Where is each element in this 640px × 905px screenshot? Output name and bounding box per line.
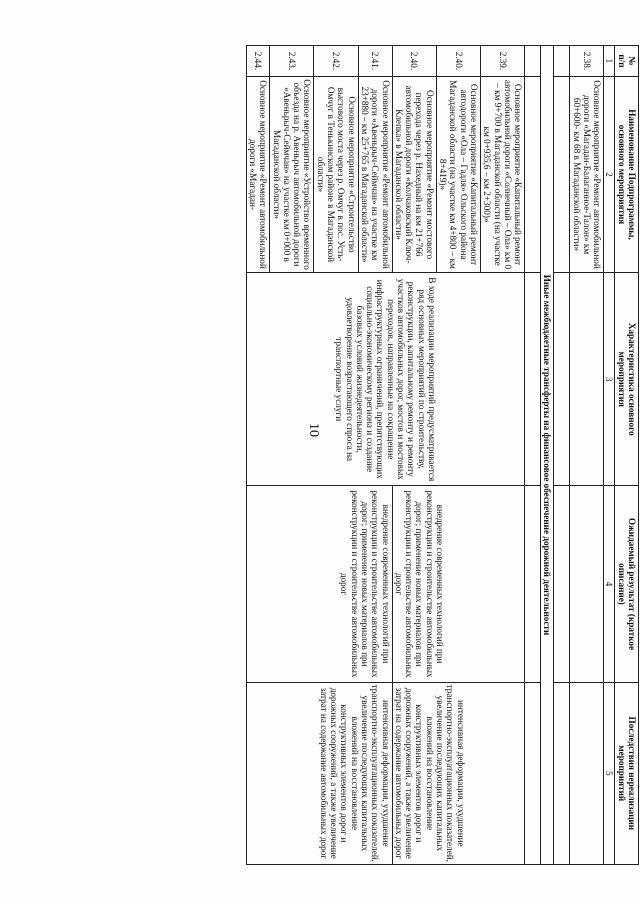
consequences-cell: интенсивная деформация, ухудшение транспортно-эксплуатационных показателей, увеличение последующих капитальных вложений на восстановление конструктивных элементов дорог и дорожных сооружений, а также увеличение затрат на содержание автомобильных дорог [246, 682, 392, 864]
row-name: Основное мероприятие «Устройство временного объезда на р. Авеньрыч автомобильной дороги «Авеньрыч-Сеймчан» на участке км 0+000 в Магаданской области» [270, 76, 314, 272]
row-number: 2.39. [480, 46, 524, 77]
row-number: 2.42. [314, 46, 358, 77]
row-name: Основное мероприятие «Капитальный ремонт автомобильной дороги «Солнечный – Ола» км 0 – км 9+700 в Магаданской области (на участке км 0+935,6 – км 2+300)» [480, 76, 524, 272]
row-number: 2.40. [436, 46, 480, 77]
column-number: 1 [604, 46, 615, 77]
spacer-row [554, 46, 570, 865]
empty-cell [570, 486, 604, 682]
header-result: Ожидаемый результат (краткое описание) [615, 486, 639, 682]
header-consequences: Последствия нереализации мероприятий [615, 682, 639, 864]
row-number: 2.41. [358, 46, 392, 77]
row-name: Основное мероприятие «Ремонт автомобильной дороги «Магадан- [246, 76, 270, 272]
header-num: № п/п [615, 46, 639, 77]
row-number: 2.43. [270, 46, 314, 77]
section-row [541, 46, 554, 865]
empty-cell [570, 682, 604, 864]
header-row [615, 46, 639, 865]
row-name: Основное мероприятие «Ремонт автомобильной дороги «Авеньрыч-Сеймчан» на участке км 23+880 – км 25+765 в Магаданской области» [358, 76, 392, 272]
column-number: 2 [604, 76, 615, 272]
header-name: Наименование Подпрограммы, основного мероприятия [615, 76, 639, 272]
empty-cell [570, 273, 604, 486]
spacer-row [525, 46, 541, 865]
column-number: 4 [604, 486, 615, 682]
consequences-cell: интенсивная деформация, ухудшение транспортно-эксплуатационных показателей, увеличение последующих капитальных вложений на восстановление конструктивных элементов дорог и дорожных сооружений, а также увеличение затрат на содержание автомобильных дорог [392, 682, 525, 864]
row-name: Основное мероприятие «Ремонт мостового перехода через р. Нахедный на км 21+766 автомобильной дороги «Колчаковский Ключ-Клепка» в Магаданской области» [392, 76, 436, 272]
characteristic-cell: В ходе реализации мероприятий предусматривается ряд основных мероприятий по строительству, реконструкции, капитальному ремонту и ремонту участков автомобильных дорог, мостов и мостовых переходов, направленные на сокращение инфраструктурных ограничений, препятствующих социально-экономическому региона и создание базовых условий жизнедеятельности, удовлетворение возрастающего спроса на транспортные услуги [246, 273, 524, 486]
result-cell: внедрение современных технологий при реконструкции и строительстве автомобильных дорог; применение новых материалов при реконструкции и строительстве автомобильных дорог [246, 486, 392, 682]
column-number: 5 [604, 682, 615, 864]
table-row [570, 46, 604, 865]
row-name: Основное мероприятие «Капитальный ремонт автодороги «Ола – Гадля» Ольского района Магаданской области (на участке км 4+800 – км 8+419)» [436, 76, 480, 272]
row-number: 2.38. [570, 46, 604, 77]
result-cell: внедрение современных технологий при реконструкции и строительстве автомобильных дорог; применение новых материалов при реконструкции и строительстве автомобильных дорог [392, 486, 525, 682]
row-name: Основное мероприятие «Строительство выстового моста через р. Омчуг в пос. Усть-Омчуг в Тенькинском районе в Магаданской области» [314, 76, 358, 272]
rotated-table-container [60, 45, 639, 865]
section-title: Иные межбюджетные трансферты на финансовое обеспечение дорожной деятельности [541, 46, 554, 865]
column-number: 3 [604, 273, 615, 486]
header-characteristic: Характеристика основного мероприятия [615, 273, 639, 486]
column-numbers-row [604, 46, 615, 865]
program-table [246, 45, 639, 865]
page-number: 10 [306, 423, 321, 437]
row-number: 2.44. [246, 46, 270, 77]
row-name: Основное мероприятие «Ремонт автомобильной дороги «Магадан-Балаганное-Талон» км 60+600- км 68 в Магаданской области» [570, 76, 604, 272]
row-number: 2.40. [392, 46, 436, 77]
table-row [480, 46, 524, 865]
